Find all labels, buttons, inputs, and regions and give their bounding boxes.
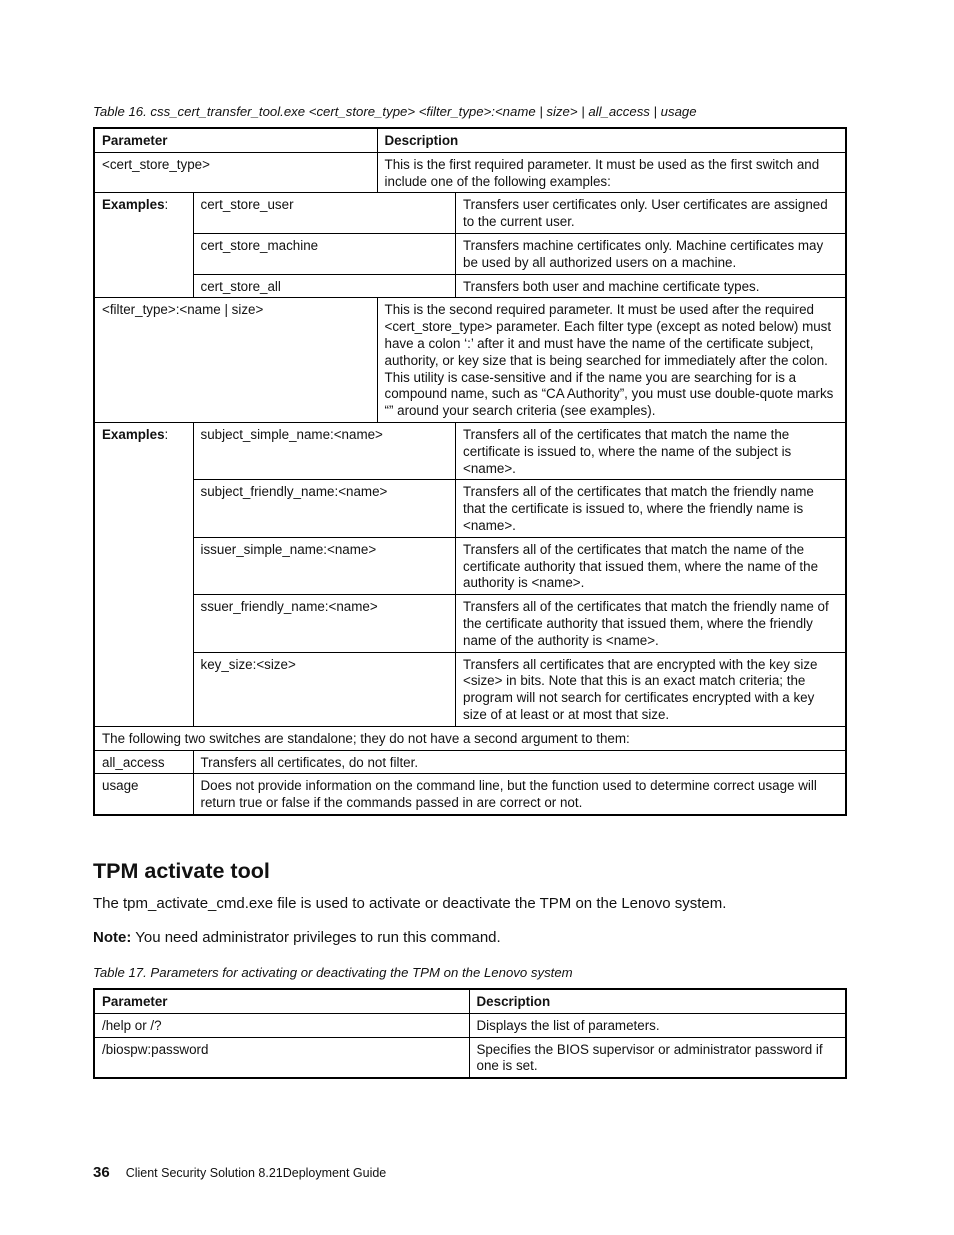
example-row	[194, 193, 846, 233]
example-name: subject_simple_name:<name>	[194, 423, 456, 480]
desc-cert-store-type: This is the first required parameter. It must be used as the first switch and include one of the following examples:	[377, 152, 846, 193]
example-row	[194, 274, 846, 297]
example-description: Transfers all certificates that are encrypted with the key size <size> in bits. Note that this is an exact match criteria; the program will not search for certificates encrypted with a key size of at least or at most that size.	[456, 652, 846, 726]
table-16-header-row	[94, 128, 846, 152]
param-cert-store-type: <cert_store_type>	[94, 152, 377, 193]
example-row	[194, 595, 846, 652]
example-name: issuer_simple_name:<name>	[194, 537, 456, 594]
page-footer	[93, 1164, 386, 1182]
example-description: Transfers user certificates only. User certificates are assigned to the current user.	[456, 193, 846, 233]
table-row	[94, 774, 846, 815]
page-number: 36	[93, 1164, 110, 1181]
example-description: Transfers all of the certificates that match the friendly name that the certificate is issued to, where the friendly name is <name>.	[456, 480, 846, 537]
param-filter-type: <filter_type>:<name | size>	[94, 298, 377, 423]
table-row	[94, 726, 846, 750]
examples-colon: :	[164, 197, 169, 213]
header-description: Description	[377, 128, 846, 152]
example-description: Transfers all of the certificates that match the friendly name of the certificate authority that issued them, where the friendly name of the authority is <name>.	[456, 595, 846, 652]
example-row	[194, 537, 846, 594]
example-name: cert_store_user	[194, 193, 456, 233]
examples-cell	[193, 422, 846, 726]
table-row	[94, 152, 846, 193]
desc-all-access: Transfers all certificates, do not filter.	[193, 750, 846, 774]
example-row	[194, 233, 846, 274]
example-name: cert_store_all	[194, 274, 456, 297]
example-description: Transfers machine certificates only. Machine certificates may be used by all authorized users on a machine.	[456, 233, 846, 274]
examples-cell	[193, 193, 846, 298]
table-row	[94, 422, 846, 726]
example-row	[194, 480, 846, 537]
table-row	[94, 1037, 846, 1078]
example-description: Transfers all of the certificates that match the name the certificate is issued to, where the name of the subject is <name>.	[456, 423, 846, 480]
header-description: Description	[469, 989, 846, 1013]
example-description: Transfers all of the certificates that match the name of the certificate authority that issued them, where the name of the authority is <name>.	[456, 537, 846, 594]
examples-colon: :	[164, 426, 169, 442]
header-parameter: Parameter	[94, 128, 377, 152]
table-16	[93, 127, 847, 816]
note-label: Note:	[93, 929, 132, 946]
example-name: subject_friendly_name:<name>	[194, 480, 456, 537]
example-name: cert_store_machine	[194, 233, 456, 274]
section-intro: The tpm_activate_cmd.exe file is used to activate or deactivate the TPM on the Lenovo system.	[93, 895, 727, 912]
footer-title: Client Security Solution 8.21Deployment Guide	[125, 1166, 387, 1180]
table-17	[93, 988, 847, 1079]
note-paragraph	[93, 928, 501, 947]
param-cell: /biospw:password	[94, 1037, 469, 1078]
table-row	[94, 298, 846, 423]
param-all-access: all_access	[94, 750, 193, 774]
example-name: key_size:<size>	[194, 652, 456, 726]
table-16-caption: Table 16. css_cert_transfer_tool.exe <cert_store_type> <filter_type>:<name | size> | all_access | usage	[93, 104, 697, 119]
section-title: TPM activate tool	[93, 859, 270, 883]
param-usage: usage	[94, 774, 193, 815]
param-cell: /help or /?	[94, 1013, 469, 1037]
examples-label-cell	[94, 422, 193, 726]
table-17-header-row	[94, 989, 846, 1013]
table-row	[94, 193, 846, 298]
example-row	[194, 652, 846, 726]
table-17-caption: Table 17. Parameters for activating or deactivating the TPM on the Lenovo system	[93, 965, 573, 980]
example-row	[194, 423, 846, 480]
desc-filter-type: This is the second required parameter. It must be used after the required <cert_store_type> parameter. Each filter type (except as noted below) must have a colon ‘:’ after it and must have the name of the certificate subject, authority, or key size that is being searched for immediately after the colon. This utility is case-sensitive and if the name you are searching for is a compound name, such as “CA Authority”, you must use double-quote marks “” around your search criteria (see examples).	[377, 298, 846, 423]
table-row	[94, 1013, 846, 1037]
note-text: You need administrator privileges to run this command.	[131, 929, 501, 946]
desc-usage: Does not provide information on the command line, but the function used to determine correct usage will return true or false if the commands passed in are correct or not.	[193, 774, 846, 815]
header-parameter: Parameter	[94, 989, 469, 1013]
example-name: ssuer_friendly_name:<name>	[194, 595, 456, 652]
table-row	[94, 750, 846, 774]
standalone-note: The following two switches are standalone; they do not have a second argument to them:	[94, 726, 846, 750]
examples-table	[194, 193, 846, 297]
examples-label: Examples	[102, 426, 165, 442]
examples-table	[194, 423, 846, 726]
desc-cell: Displays the list of parameters.	[469, 1013, 846, 1037]
desc-cell: Specifies the BIOS supervisor or administrator password if one is set.	[469, 1037, 846, 1078]
examples-label: Examples	[102, 197, 165, 213]
examples-label-cell	[94, 193, 193, 298]
example-description: Transfers both user and machine certificate types.	[456, 274, 846, 297]
